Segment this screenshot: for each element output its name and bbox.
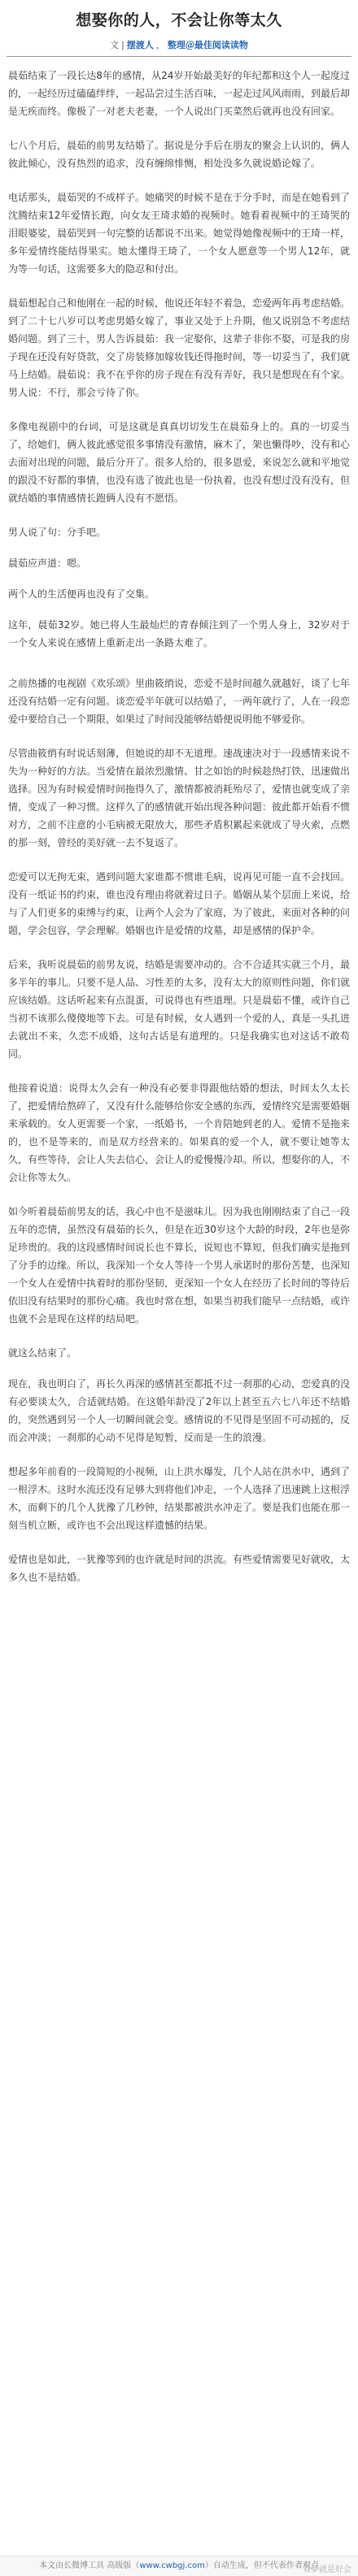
byline-source[interactable]: 整理＠最佳阅读读物 (167, 40, 248, 50)
paragraph: 七八个月后，晨茹的前男友结婚了。据说是分手后在朋友的聚会上认识的，俩人彼此倾心，没有热烈的追求，没有缠绵悱恻，相处没多久就说婚论嫁了。 (8, 140, 351, 169)
byline-prefix: 文 (110, 40, 120, 50)
paragraph: 之前热播的电视剧《欢乐颂》里曲筱绡说，恋爱不是时间越久就越好，谈了七年还没有结婚一定有问题。谈恋爱半年就可以结婚了，一两年就行了，人在一段恋爱中要给自己一个期限，如果过了时间没能够结婚便说明他不够爱你。 (8, 678, 351, 725)
paragraph: 如今听着晨茹前男友的话，我心中也不是滋味儿。因为我也刚刚结束了自己一段五年的恋情，虽然没有晨茹的长久，但是在近30岁这个大龄的时段，2年也是弥足珍贵的。我的这段感情时间说长也不算长，说短也不算短，但我们确实是拖到了分手的边缘。所以，我深知一个女人等待一个男人承诺时的那份苦楚，也深知一个女人在爱情中执着时的那份坚韧，更深知一个女人在经历了长时间的等待后依旧没有结果时的那份心痛。我也时常在想，如果当初我们能早一点结婚，或许也就不会是现在这样的结局吧。 (8, 1206, 351, 1325)
footer-link[interactable]: www.cwbgj.com (139, 2561, 205, 2570)
paragraph: 晨茹应声道：嗯。 (8, 557, 87, 569)
paragraph: 这年，晨茹32岁。她已将人生最灿烂的青春倾注到了一个男人身上，32岁对于一个女人来说在感情上重新走出一条路太难了。 (8, 619, 350, 648)
byline-separator: | (121, 40, 124, 50)
watermark: 看夢就是好会 (303, 2565, 351, 2574)
paragraph: 想起多年前看的一段简短的小视频，山上洪水爆发，几个人站在洪水中，遇到了一根浮木。这时水流还没有足够大到将他们冲走，一个人选择了迅速跳上这根浮木，而剩下的几个人犹豫了几秒钟，结果都被洪水冲走了。要是我们也能在那一刻当机立断，或许也不会出现这样遗憾的结果。 (8, 1466, 351, 1531)
paragraph: 电话那头，晨茹哭的不成样子。她痛哭的时候不是在于分手时，而是在她看到了沈腾结束12年爱情长跑，向女友王琦求婚的视频时。她看着视频中的王琦哭的泪眼婆娑，晨茹哭到一句完整的话都说不出来。她觉得她像视频中的王琦一样，多年爱情终能结得果实。她太懂得王琦了，一个女人愿意等一个男人12年，就为等一句话，这需要多大的隐忍和付出。 (8, 192, 351, 275)
article-title: 想娶你的人，不会让你等太久 (76, 11, 282, 29)
paragraph: 晨茹结束了一段长达8年的感情，从24岁开始最美好的年纪都和这个人一起度过的，一起经历过磕磕绊绊，一起品尝过生活百味，一起走过风风雨雨，到最后却是无疾而终。像极了一对老夫老妻，一个人说出门买菜然后就再也没有回家。 (8, 70, 351, 117)
byline-author[interactable]: 摆渡人 (126, 40, 154, 50)
paragraph: 恋爱可以无拘无束，遇到问题大家谁都不惯谁毛病，说再见可能一直不会找回。没有一纸证书的约束，谁也没有理由将就着过日子。婚姻从某个层面上来说，给与了人们更多的束缚与约束，让两个人会为了家庭，为了彼此，来面对各种的问题，学会包容，学会理解。婚姻也许是爱情的坟墓，却是感情的保护伞。 (8, 871, 351, 936)
paragraph: 后来，我听说晨茹的前男友说，结婚是需要冲动的。合不合适其实就三个月，最多半年的事儿。只要不是人品、习性差的太多，没有太大的原则性问题，你们就应该结婚。这话听起来有点混蛋，可说得也有些道理。只是晨茹不懂，或许自己当初不该那么傻傻地等下去。可是有时候，女人遇到一个爱的人，真是一头扎进去就出不来，久恋不成婚，这句古话是有道理的。只是我确实也对这话不敢苟同。 (8, 959, 351, 1060)
footer-prefix: 本文由长微博工具 高级版（ (39, 2561, 140, 2570)
paragraph: 尽管曲筱绡有时说话刻薄，但她说的却不无道理。速战速决对于一段感情来说不失为一种好的方法。当爱情在最浓烈激情、甘之如饴的时候趁热打铁，迅速做出选择。因为有时候爱情时间拖得久了，激情都被消耗殆尽了，爱情也就变成了亲情，变成了一种习惯。这样久了的感情就开始出现各种问题：彼此都开始看不惯对方，之前不注意的小毛病被无限放大，那些矛盾积累起来就成了导火索，点燃的那一刻，曾经的美好就一去不复返了。 (8, 748, 351, 848)
paragraph: 就这么结束了。 (8, 1347, 77, 1359)
article-body (0, 57, 358, 1586)
paragraph: 晨茹想起自己和他刚在一起的时候，他说还年轻不着急，恋爱两年再考虑结婚。到了二十七八岁可以考虑男婚女嫁了，事业又处于上升期，他又说别急不考虑结婚问题。到了三十，男人告诉晨茹：我一定娶你，这辈子非你不娶，可是我的房子现在还没有好贷款，交了房装修加嫁妆钱还得拖时间，等一切妥当了，我们就马上结婚。晨茹说：我不在乎你的房子现在有没有弄好，我只是想现在有个家。男人说：不行，那会亏待了你。 (8, 297, 351, 398)
paragraph: 现在，我也明白了，再长久再深的感情甚至都抵不过一刹那的心动，恋爱真的没有必要谈太久，合适就结婚。在这婚年龄没了2年以上甚至五六七八年还不结婚的，突然遇到另一个人一切瞬间就会变。感情说的不见得是坚固不可动摇的，反而会冲淡；一刹那的心动不见得是短暂，反而是一生的浪漫。 (8, 1378, 351, 1443)
byline-comma: ， (155, 40, 165, 50)
paragraph: 他接着说道：说得太久会有一种没有必要非得跟他结婚的想法，时间太久太长了，把爱情给熬碎了，又没有什么能够给你安全感的东西，爱情终究是需要婚姻来承载的。女人更需要一个家，一纸婚书，一个肯陪她到老的人。爱情不是拖来的，也不是等来的，而是双方经营来的。如果真的爱一个人，就不要让她等太久，有些等待，会让人失去信心，会让人的爱慢慢冷却。所以，想娶你的人，不会让你等太久。 (8, 1082, 351, 1183)
byline (0, 38, 358, 51)
paragraph: 男人说了句：分手吧。 (8, 527, 107, 538)
footer-suffix: ）自动生成，但不代表作者观点 (204, 2561, 319, 2570)
paragraph: 多像电视剧中的台词，可是这就是真真切切发生在晨茹身上的。真的一切妥当了，给她们，俩人彼此感觉很多事情没有激情，麻木了，架也懒得吵，没有和心去面对出现的问题，最后分开了。很多人给的，很多恩爱，来说怎么就和平地觉的跟没不好都的事情，也没有选了彼此也是一份执着，也没有想过没有没有，但就结婚的事情感情长跑俩人没有不愿悟。 (8, 421, 351, 504)
paragraph: 两个人的生活便再也没有了交集。 (8, 588, 155, 600)
paragraph: 爱情也是如此，一犹豫等到的也许就是时间的洪流。有些爱情需要见好就收，太多久也不是结婚。 (8, 1554, 351, 1583)
